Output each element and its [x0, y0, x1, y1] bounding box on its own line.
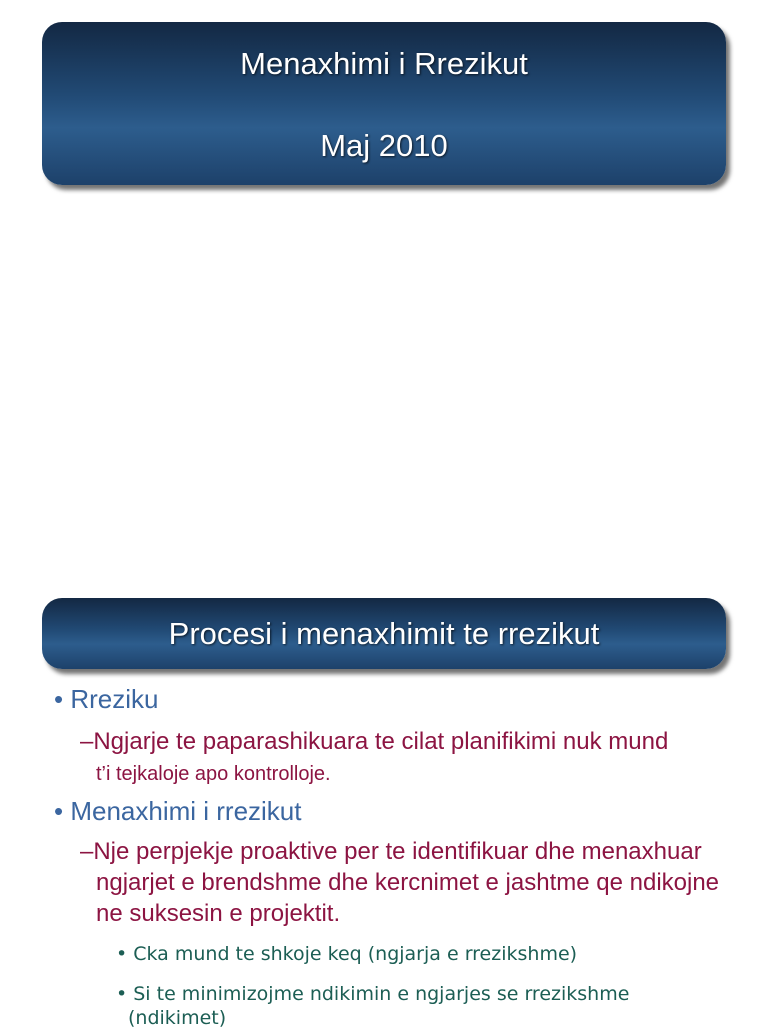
- sub-sub-bullet-2: • Si te minimizojme ndikimin e ngjarjes se rrezikshme (ndikimet): [116, 983, 630, 1029]
- section-title-banner: [42, 598, 726, 669]
- bullet-menaxhimi: • Menaxhimi i rrezikut: [54, 796, 302, 826]
- slide-title: Menaxhimi i Rrezikut: [240, 46, 528, 81]
- slide-date: Maj 2010: [320, 128, 448, 163]
- slide-title-banner: [42, 22, 726, 185]
- section-title: Procesi i menaxhimit te rrezikut: [168, 616, 600, 651]
- sub-sub-bullet-1: • Cka mund te shkoje keq (ngjarja e rrezikshme): [116, 943, 578, 965]
- sub-bullet-line2: t’i tejkaloje apo kontrolloje.: [96, 763, 331, 785]
- sub-bullet-menaxhimi-definition: –Nje perpjekje proaktive per te identifikuar dhe menaxhuar ngjarjet e brendshme dhe kercnimet e jashtme qe ndikojne ne suksesin e projektit.: [80, 838, 720, 927]
- sub-bullet-line1: –Ngjarje te paparashikuara te cilat planifikimi nuk mund: [80, 728, 669, 755]
- bullet-rreziku: • Rreziku: [54, 684, 159, 714]
- sub-bullet-rreziku-definition: [80, 726, 746, 790]
